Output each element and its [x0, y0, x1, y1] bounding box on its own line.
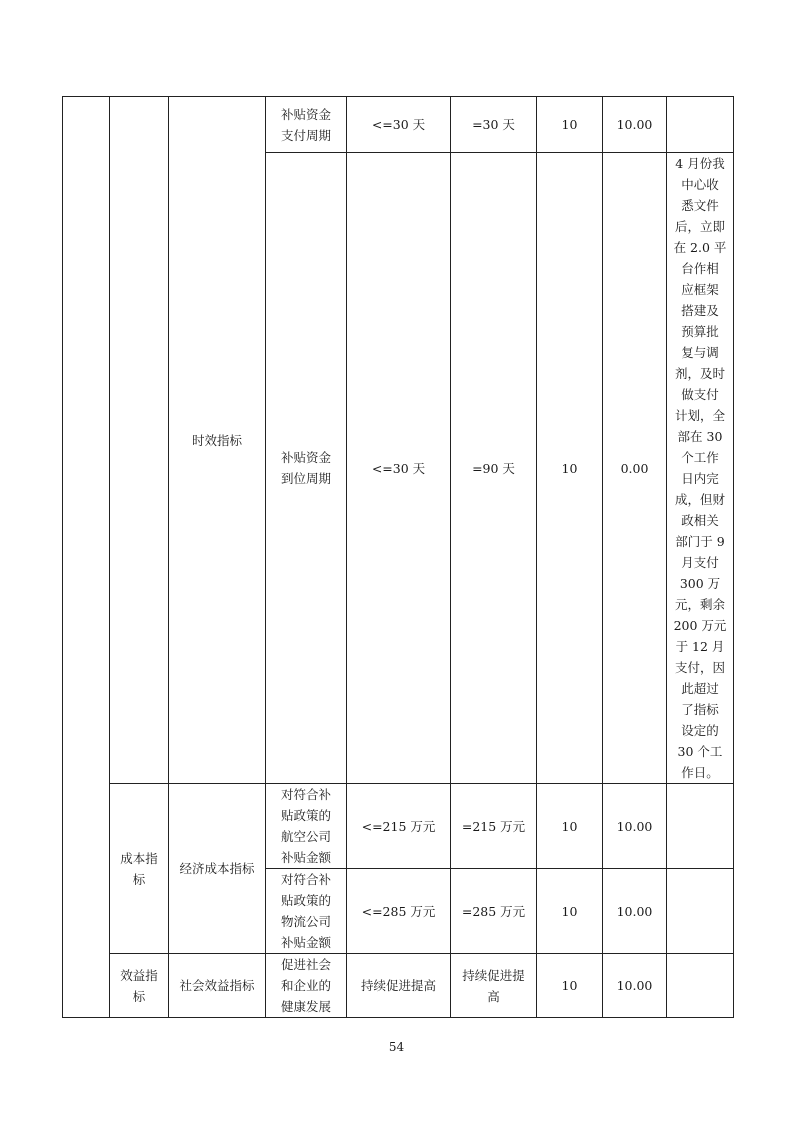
note-cell — [667, 954, 734, 1018]
actual-value-cell: 持续促进提 高 — [451, 954, 537, 1018]
score-cell: 10.00 — [603, 784, 667, 869]
level3-indicator-cell: 社会效益指标 — [169, 954, 266, 1018]
target-value-cell: <=285 万元 — [347, 869, 451, 954]
weight-cell: 10 — [537, 97, 603, 153]
score-cell: 10.00 — [603, 869, 667, 954]
table-row — [63, 954, 734, 1018]
actual-value-cell: =215 万元 — [451, 784, 537, 869]
note-cell — [667, 784, 734, 869]
sub-indicator-cell: 促进社会 和企业的 健康发展 — [266, 954, 347, 1018]
weight-cell: 10 — [537, 869, 603, 954]
actual-value-cell: =285 万元 — [451, 869, 537, 954]
sub-indicator-cell: 对符合补 贴政策的 物流公司 补贴金额 — [266, 869, 347, 954]
target-value-cell: 持续促进提高 — [347, 954, 451, 1018]
level3-indicator-cell: 经济成本指标 — [169, 784, 266, 954]
sub-indicator-cell: 补贴资金 到位周期 — [266, 153, 347, 784]
sub-indicator-cell: 对符合补 贴政策的 航空公司 补贴金额 — [266, 784, 347, 869]
level3-indicator-cell: 时效指标 — [169, 97, 266, 784]
note-cell — [667, 869, 734, 954]
sub-indicator-cell: 补贴资金 支付周期 — [266, 97, 347, 153]
page-number: 54 — [388, 1040, 405, 1054]
table-row — [63, 97, 734, 153]
note-cell: 4 月份我 中心收 悉文件 后，立即 在 2.0 平 台作相 应框架 搭建及 预算批 复与调 剂，及时 做支付 计划，全 部在 30 个工作 日内完 成，但财 政相关 部门于 9 月支付 300 万 元，剩余 200 万元 于 12 月 支付，因 此超过 了指标 设定的 30 个工 作日。 — [667, 153, 734, 784]
score-cell: 10.00 — [603, 954, 667, 1018]
target-value-cell: <=30 天 — [347, 153, 451, 784]
level2-indicator-cell: 成本指 标 — [110, 784, 169, 954]
actual-value-cell: =90 天 — [451, 153, 537, 784]
performance-indicator-table — [62, 96, 734, 1018]
table-row — [63, 784, 734, 869]
score-cell: 10.00 — [603, 97, 667, 153]
level2-indicator-cell: 效益指 标 — [110, 954, 169, 1018]
score-cell: 0.00 — [603, 153, 667, 784]
target-value-cell: <=215 万元 — [347, 784, 451, 869]
level1-indicator-cell — [63, 97, 110, 1018]
weight-cell: 10 — [537, 153, 603, 784]
weight-cell: 10 — [537, 784, 603, 869]
target-value-cell: <=30 天 — [347, 97, 451, 153]
actual-value-cell: =30 天 — [451, 97, 537, 153]
note-cell — [667, 97, 734, 153]
weight-cell: 10 — [537, 954, 603, 1018]
level2-indicator-cell — [110, 97, 169, 784]
